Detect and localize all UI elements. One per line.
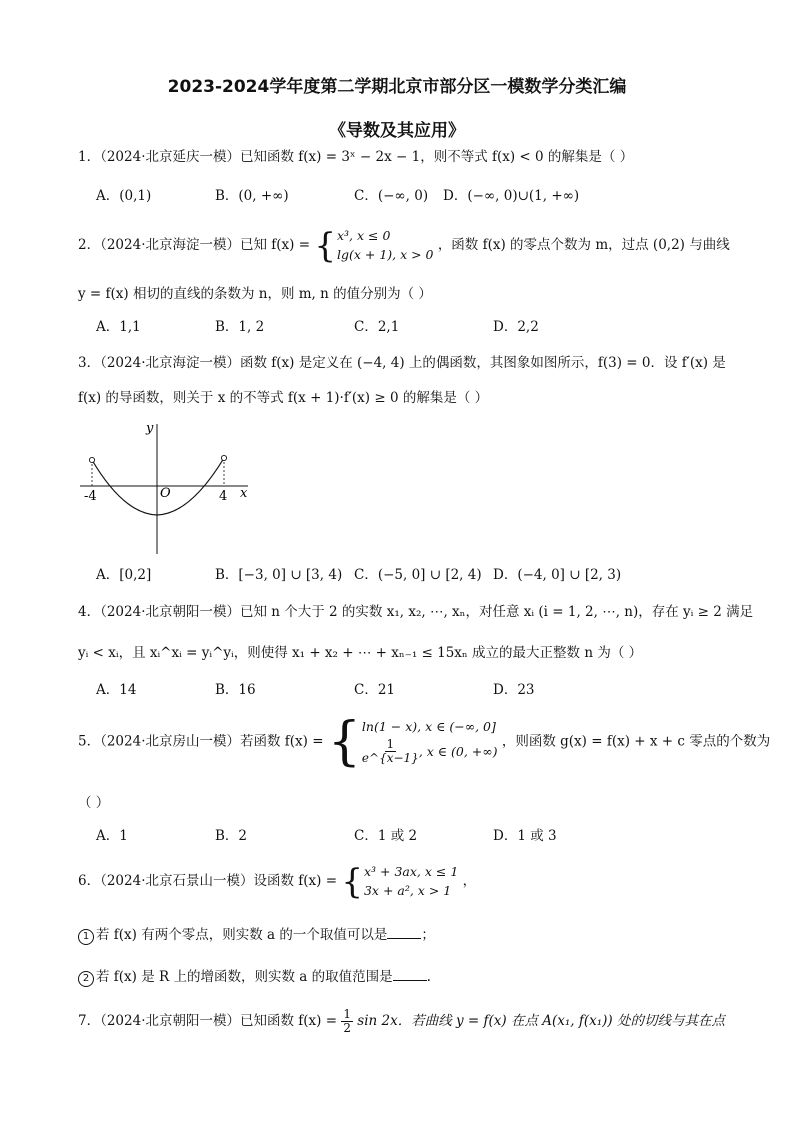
q5-prefix: 5．（2024·北京房山一模）若函数 f(x) = [78, 733, 324, 750]
q5-option-d: D．1 或 3 [493, 828, 557, 844]
q1-option-c: C．(−∞, 0) [354, 188, 429, 204]
q2-prefix: 2．（2024·北京海淀一模）已知 f(x) = [78, 237, 311, 253]
q6-subquestion-1: 1 若 f(x) 有两个零点，则实数 a 的一个取值可以是 ； [78, 926, 435, 945]
q6-sub1-blank[interactable] [387, 926, 421, 939]
q2-case-2: lg(x + 1), x > 0 [336, 247, 434, 262]
q2-option-d: D．2,2 [493, 319, 539, 335]
circled-one-icon: 1 [78, 929, 94, 945]
q6-sub1-text: 若 f(x) 有两个零点，则实数 a 的一个取值可以是 [96, 927, 388, 943]
q5-option-a: A．1 [96, 828, 128, 844]
q3-function-graph [78, 418, 258, 560]
question-4-line-1: 4．（2024·北京朝阳一模）已知 n 个大于 2 的实数 x₁, x₂, ⋯, xₙ，对任意 xᵢ (i = 1, 2, ⋯, n)，存在 yᵢ ≥ 2 满足 [78, 604, 754, 620]
q6-sub2-text: 若 f(x) 是 R 上的增函数，则实数 a 的取值范围是 [96, 969, 393, 985]
q2-piecewise [314, 225, 434, 266]
question-6-line-1 [78, 861, 477, 902]
question-2-line-2: y = f(x) 相切的直线的条数为 n，则 m, n 的值分别为（ ） [78, 286, 432, 302]
question-1-text: 1．（2024·北京延庆一模）已知函数 f(x) = 3ˣ − 2x − 1，则不等式 f(x) < 0 的解集是（ ） [78, 149, 634, 165]
question-2-line-1 [78, 225, 730, 266]
q6-suffix: ， [462, 873, 477, 889]
q5-case-2-denominator: e^{x−1} [361, 751, 419, 765]
question-7-line-1 [78, 1008, 725, 1035]
open-endpoint-right [221, 455, 226, 460]
q1-option-b: B．(0, +∞) [215, 188, 289, 204]
q5-case-2-numerator: 1 [386, 737, 395, 751]
document-subtitle: 《导数及其应用》 [329, 121, 465, 141]
q3-option-d: D．(−4, 0] ∪ [2, 3) [493, 567, 622, 583]
q5-option-b: B．2 [215, 828, 248, 844]
q4-option-d: D．23 [493, 682, 535, 698]
tick-label-left: -4 [84, 489, 97, 504]
q3-option-c: C．(−5, 0] ∪ [2, 4) [354, 567, 482, 583]
q7-suffix: sin 2x．若曲线 y = f(x) 在点 A(x₁, f(x₁)) 处的切线与其在点 [357, 1013, 725, 1029]
y-axis-label: y [146, 421, 154, 436]
question-3-line-2: f(x) 的导函数，则关于 x 的不等式 f(x + 1)·f′(x) ≥ 0 的解集是（ ） [78, 390, 489, 406]
q4-option-a: A．14 [96, 682, 137, 698]
brace-icon: { [327, 712, 361, 772]
q1-option-d: D．(−∞, 0)∪(1, +∞) [443, 188, 580, 204]
q5-suffix: ，则函数 g(x) = f(x) + x + c 零点的个数为 [501, 733, 771, 750]
q5-option-c: C．1 或 2 [354, 828, 418, 844]
q2-option-b: B．1, 2 [215, 319, 265, 335]
q3-option-a: A．[0,2] [96, 567, 152, 583]
q3-option-b: B．[−3, 0] ∪ [3, 4) [215, 567, 343, 583]
q2-case-1: x³, x ≤ 0 [336, 228, 391, 243]
q5-case-1: ln(1 − x), x ∈ (−∞, 0] [361, 719, 496, 734]
q7-fraction: $\frac{1}{2}$ [343, 1007, 351, 1035]
q5-case-2-condition: , x ∈ (0, +∞) [418, 743, 498, 759]
q5-answer-paren: （ ） [78, 795, 110, 811]
circled-two-icon: 2 [78, 971, 94, 987]
question-5-line-1 [78, 712, 771, 772]
q6-case-2: 3x + a², x > 1 [363, 883, 452, 898]
x-axis-label: x [240, 486, 248, 501]
q4-option-c: C．21 [354, 682, 396, 698]
q7-prefix: 7．（2024·北京朝阳一模）已知函数 f(x) = [78, 1013, 338, 1029]
q6-piecewise [341, 861, 459, 902]
document-title: 2023-2024学年度第二学期北京市部分区一模数学分类汇编 [167, 77, 627, 97]
q2-option-a: A．1,1 [96, 319, 141, 335]
q2-suffix: ，函数 f(x) 的零点个数为 m，过点 (0,2) 与曲线 [437, 237, 730, 253]
q5-piecewise [327, 712, 498, 772]
question-3-line-1: 3．（2024·北京海淀一模）函数 f(x) 是定义在 (−4, 4) 上的偶函数，其图象如图所示，f(3) = 0．设 f′(x) 是 [78, 355, 726, 371]
q2-option-c: C．2,1 [354, 319, 400, 335]
open-endpoint-left [89, 457, 94, 462]
q4-option-b: B．16 [215, 682, 256, 698]
q1-option-a: A．(0,1) [96, 188, 152, 204]
q6-sub2-blank[interactable] [393, 968, 427, 981]
brace-icon: { [341, 861, 363, 902]
q6-case-1: x³ + 3ax, x ≤ 1 [363, 864, 459, 879]
question-4-line-2: yᵢ < xᵢ，且 xᵢ^xᵢ = yᵢ^yᵢ，则使得 x₁ + x₂ + ⋯ + xₙ₋₁ ≤ 15xₙ 成立的最大正整数 n 为（ ） [78, 645, 643, 661]
q6-prefix: 6．（2024·北京石景山一模）设函数 f(x) = [78, 873, 338, 889]
tick-label-right: 4 [219, 489, 228, 504]
origin-label: O [160, 486, 171, 501]
q6-subquestion-2: 2 若 f(x) 是 R 上的增函数，则实数 a 的取值范围是 . [78, 968, 431, 987]
brace-icon: { [314, 225, 336, 266]
